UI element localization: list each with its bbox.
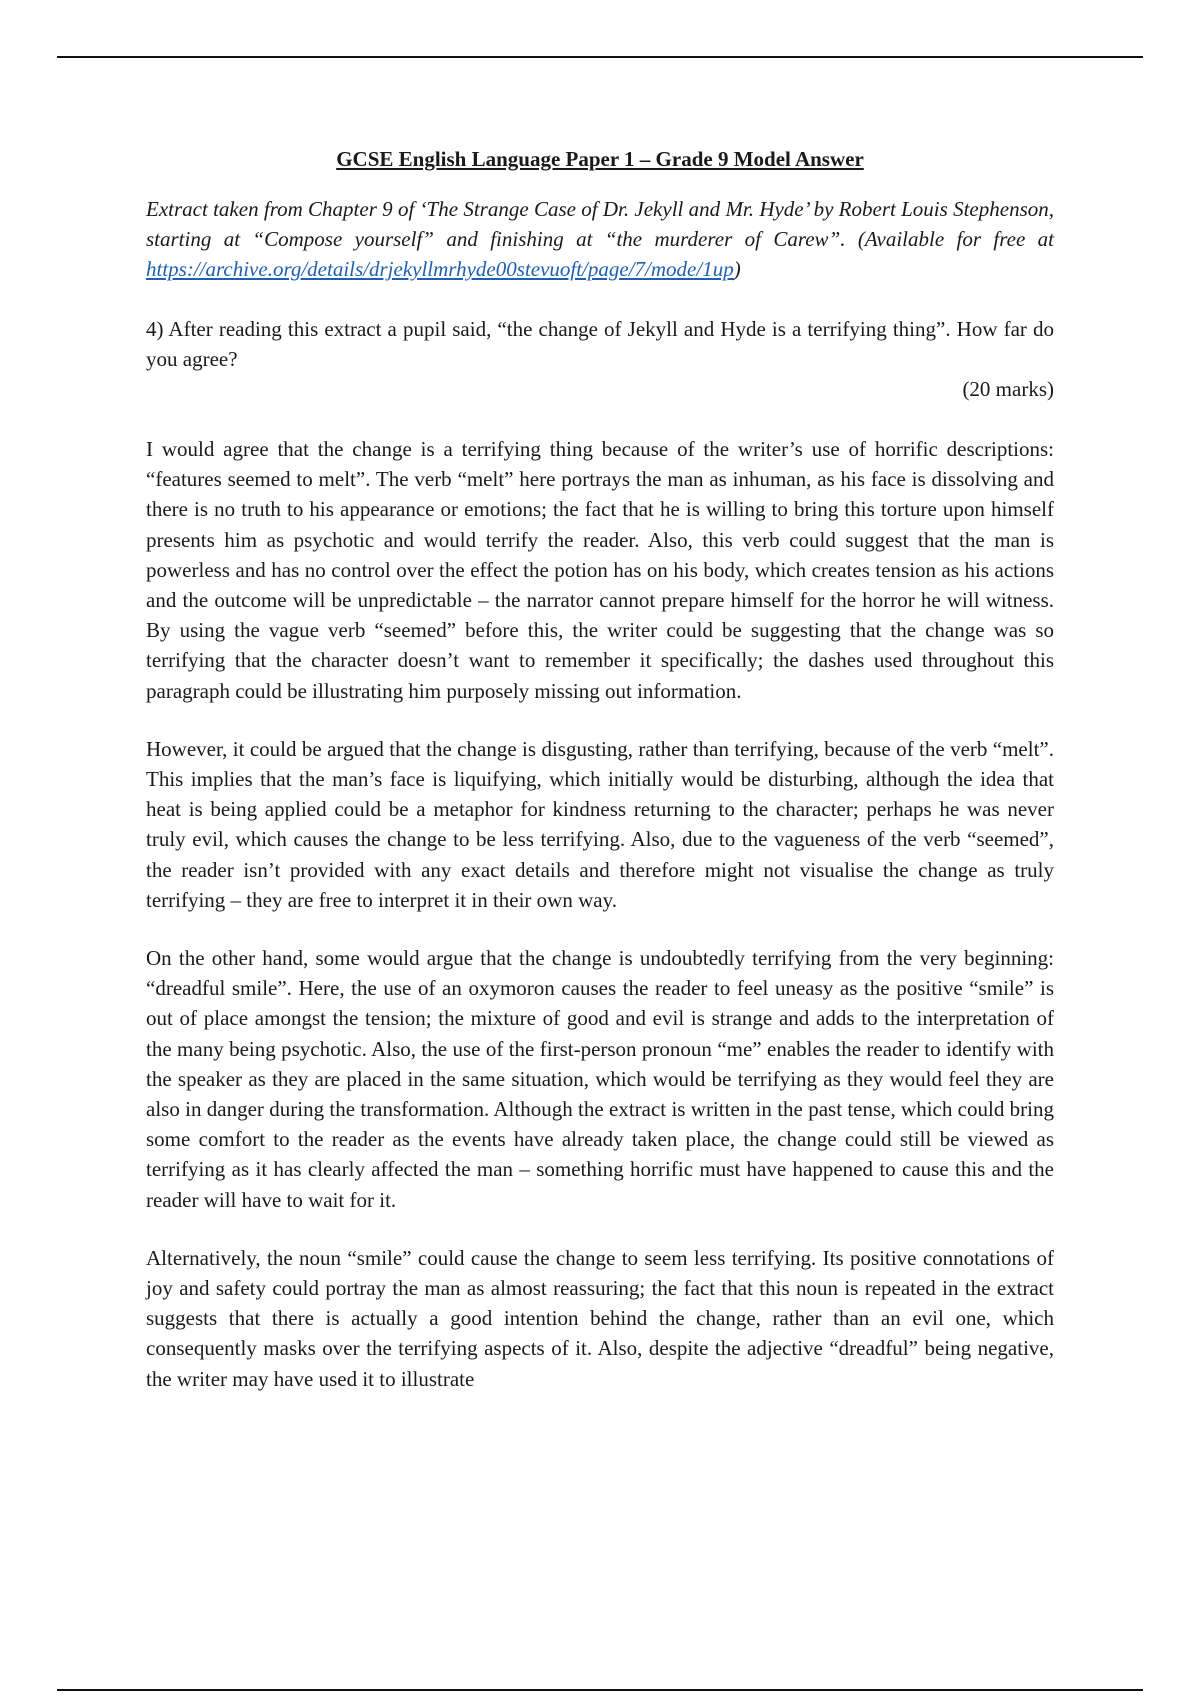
answer-paragraph-2: However, it could be argued that the change is disgusting, rather than terrifying, because of the verb “melt”. This implies that the man’s face is liquifying, which initially would be disturbing, although the idea that heat is being applied could be a metaphor for kindness returning to the character; perhaps he was never truly evil, which causes the change to be less terrifying. Also, due to the vagueness of the verb “seemed”, the reader isn’t provided with any exact details and therefore might not visualise the change as truly terrifying – they are free to interpret it in their own way. — [146, 736, 1054, 912]
question-marks: (20 marks) — [962, 377, 1054, 401]
archive-link[interactable]: https://archive.org/details/drjekyllmrhyde00stevuoft/page/7/mode/1up — [146, 257, 734, 281]
intro-closing: ) — [733, 257, 741, 281]
header-rule — [57, 56, 1143, 58]
intro-text: Extract taken from Chapter 9 of ‘The Strange Case of Dr. Jekyll and Mr. Hyde’ by Robert Louis Stephenson, starting at “Compose yourself” and finishing at “the murderer of Carew”. (Available for free at — [146, 197, 1054, 251]
answer-paragraph-3: On the other hand, some would argue that the change is undoubtedly terrifying from the very beginning: “dreadful smile”. Here, the use of an oxymoron causes the reader to feel uneasy as the positive “smile” is out of place amongst the tension; the mixture of good and evil is strange and adds to the interpretation of the many being psychotic. Also, the use of the first-person pronoun “me” enables the reader to identify with the speaker as they are placed in the same situation, which would be terrifying as they would feel they are also in danger during the transformation. Although the extract is written in the past tense, which could bring some comfort to the reader as the events have already taken place, the change could still be viewed as terrifying as it has clearly affected the man – something horrific must have happened to cause this and the reader will have to wait for it. — [146, 946, 1054, 1212]
page-title: GCSE English Language Paper 1 – Grade 9 Model Answer — [336, 147, 864, 171]
document-body — [146, 144, 1054, 1394]
extract-intro — [146, 194, 1054, 284]
footer-rule — [57, 1689, 1143, 1691]
question-text: 4) After reading this extract a pupil said, “the change of Jekyll and Hyde is a terrifying thing”. How far do you agree? — [146, 317, 1054, 371]
answer-paragraph-4: Alternatively, the noun “smile” could cause the change to seem less terrifying. Its positive connotations of joy and safety could portray the man as almost reassuring; the fact that this noun is repeated in the extract suggests that there is actually a good intention behind the change, rather than an evil one, which consequently masks over the terrifying aspects of it. Also, despite the adjective “dreadful” being negative, the writer may have used it to illustrate — [146, 1245, 1054, 1391]
answer-paragraph-1: I would agree that the change is a terrifying thing because of the writer’s use of horrific descriptions: “features seemed to melt”. The verb “melt” here portrays the man as inhuman, as his face is dissolving and there is no truth to his appearance or emotions; the fact that he is willing to bring this torture upon himself presents him as psychotic and would terrify the reader. Also, this verb could suggest that the man is powerless and has no control over the effect the potion has on his body, which creates tension as his actions and the outcome will be unpredictable – the narrator cannot prepare himself for the horror he will witness. By using the vague verb “seemed” before this, the writer could be suggesting that the change was so terrifying that the character doesn’t want to remember it specifically; the dashes used throughout this paragraph could be illustrating him purposely missing out information. — [146, 437, 1054, 703]
